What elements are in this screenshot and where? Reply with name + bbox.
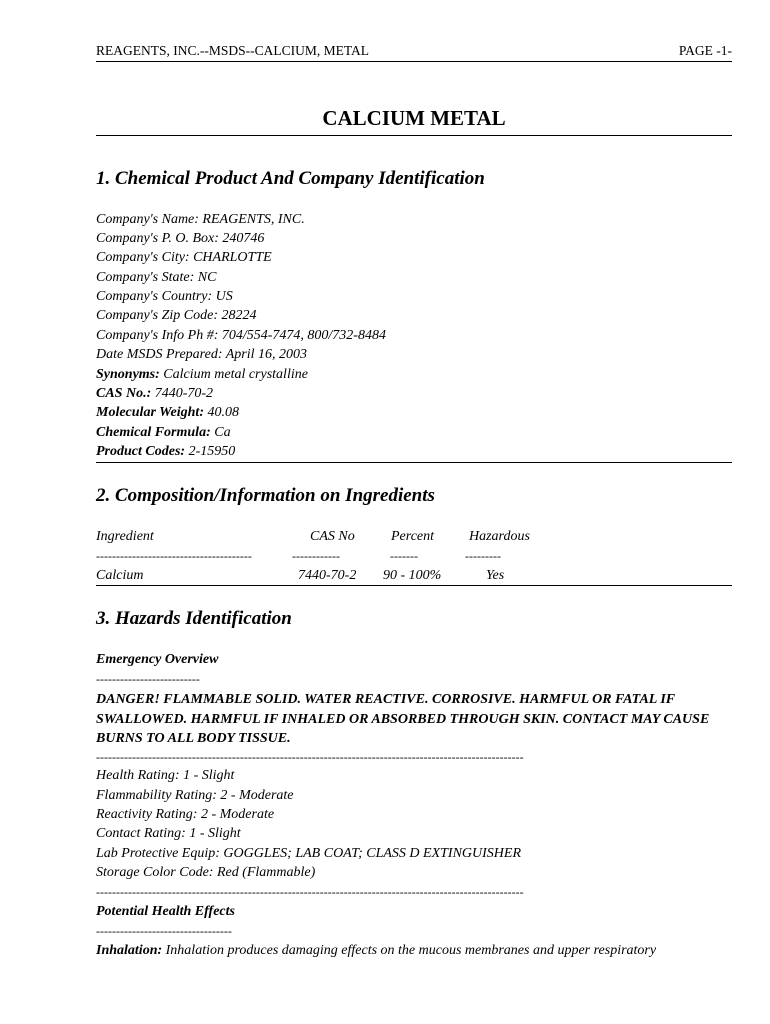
- formula-value: Ca: [210, 425, 231, 440]
- inhalation-label: Inhalation:: [96, 943, 163, 958]
- company-state: Company's State: NC: [96, 270, 217, 285]
- cas-value: 7440-70-2: [151, 386, 214, 401]
- reactivity-rating: Reactivity Rating: 2 - Moderate: [96, 807, 275, 822]
- codes-label: Product Codes:: [96, 444, 186, 459]
- section-3-heading: 3. Hazards Identification: [96, 608, 292, 629]
- synonyms-value: Calcium metal crystalline: [159, 367, 308, 382]
- row-cas: 7440-70-2: [298, 568, 357, 583]
- company-po-box: Company's P. O. Box: 240746: [96, 231, 265, 246]
- company-country: Company's Country: US: [96, 289, 233, 304]
- mw-label: Molecular Weight:: [96, 405, 204, 420]
- dash-ingredient: ---------------------------------------: [96, 549, 252, 563]
- running-header: [96, 43, 732, 62]
- col-cas: CAS No: [310, 529, 355, 544]
- company-name: Company's Name: REAGENTS, INC.: [96, 212, 305, 227]
- msds-date: Date MSDS Prepared: April 16, 2003: [96, 347, 308, 362]
- lab-protective-equip: Lab Protective Equip: GOGGLES; LAB COAT; CLASS D EXTINGUISHER: [96, 846, 522, 861]
- row-ingredient: Calcium: [96, 568, 144, 583]
- synonyms: [96, 367, 308, 383]
- separator-dashes: -----------------------------------------------------------------------------------------------------------: [96, 750, 524, 764]
- page-number: PAGE -1-: [678, 43, 732, 58]
- company-zip: Company's Zip Code: 28224: [96, 308, 257, 323]
- emergency-overview-label: Emergency Overview: [96, 652, 219, 667]
- company-phone: Company's Info Ph #: 704/554-7474, 800/732-8484: [96, 328, 386, 343]
- section-2-heading: 2. Composition/Information on Ingredients: [96, 485, 435, 506]
- chemical-formula: [96, 425, 231, 441]
- inhalation: [96, 943, 656, 959]
- emergency-dashes: --------------------------: [96, 672, 200, 686]
- header-title: REAGENTS, INC.--MSDS--CALCIUM, METAL: [96, 43, 370, 58]
- inhalation-text: Inhalation produces damaging effects on the mucous membranes and upper respiratory: [162, 943, 657, 958]
- col-hazardous: Hazardous: [469, 529, 530, 544]
- codes-value: 2-15950: [185, 444, 236, 459]
- row-hazardous: Yes: [486, 568, 505, 583]
- hazard-warning: DANGER! FLAMMABLE SOLID. WATER REACTIVE. CORROSIVE. HARMFUL OR FATAL IF SWALLOWED. HARMFUL IF INHALED OR ABSORBED THROUGH SKIN. CONTACT MAY CAUSE BURNS TO ALL BODY TISSUE.: [96, 692, 710, 746]
- col-percent: Percent: [391, 529, 435, 544]
- product-codes: [96, 444, 235, 460]
- section-1-heading: 1. Chemical Product And Company Identification: [96, 168, 485, 189]
- row-percent: 90 - 100%: [383, 568, 442, 583]
- col-ingredient: Ingredient: [96, 529, 154, 544]
- potential-dashes: ----------------------------------: [96, 924, 232, 938]
- dash-hazardous: ---------: [465, 549, 501, 563]
- dash-percent: -------: [390, 549, 418, 563]
- synonyms-label: Synonyms:: [96, 367, 160, 382]
- document-title: CALCIUM METAL: [96, 106, 732, 136]
- potential-health-effects-label: Potential Health Effects: [96, 904, 235, 919]
- company-city: Company's City: CHARLOTTE: [96, 250, 272, 265]
- cas-label: CAS No.:: [96, 386, 152, 401]
- separator-dashes-2: -----------------------------------------------------------------------------------------------------------: [96, 885, 524, 899]
- section-divider: [96, 462, 732, 463]
- formula-label: Chemical Formula:: [96, 425, 211, 440]
- dash-cas: ------------: [292, 549, 340, 563]
- storage-color-code: Storage Color Code: Red (Flammable): [96, 865, 316, 880]
- health-rating: Health Rating: 1 - Slight: [96, 768, 235, 783]
- contact-rating: Contact Rating: 1 - Slight: [96, 826, 241, 841]
- section-divider: [96, 585, 732, 586]
- cas-number: [96, 386, 213, 402]
- flammability-rating: Flammability Rating: 2 - Moderate: [96, 788, 294, 803]
- mw-value: 40.08: [204, 405, 239, 420]
- molecular-weight: [96, 405, 239, 421]
